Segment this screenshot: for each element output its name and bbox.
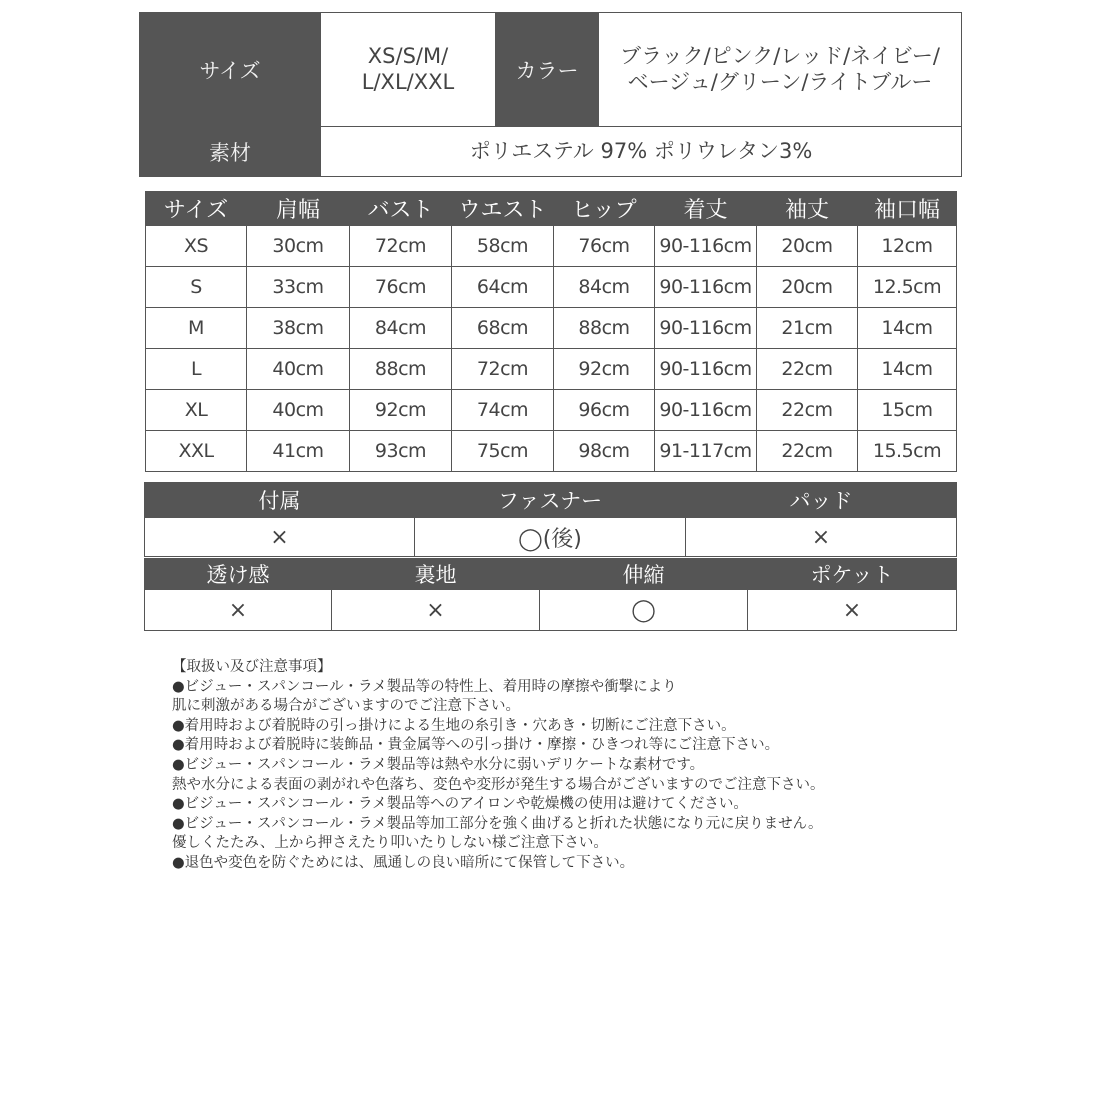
attribute-table-2: [144, 558, 957, 631]
table-cell: 90-116cm: [655, 390, 757, 431]
table-cell: 92cm: [554, 349, 655, 390]
table-cell: 12cm: [858, 226, 957, 267]
table-cell: 58cm: [452, 226, 554, 267]
table-cell: 76cm: [350, 267, 452, 308]
header-bust: バスト: [350, 192, 452, 226]
table-cell: 72cm: [350, 226, 452, 267]
table-row: [146, 267, 957, 308]
header-waist: ウエスト: [452, 192, 554, 226]
color-value-line1: ブラック/ピンク/レッド/ネイビー/: [620, 44, 940, 69]
accessories-label: 付属: [145, 483, 415, 518]
table-cell: 92cm: [350, 390, 452, 431]
table-cell: 12.5cm: [858, 267, 957, 308]
table-cell: 84cm: [350, 308, 452, 349]
stretch-value: ◯: [540, 590, 748, 631]
table-cell: 41cm: [247, 431, 350, 472]
table-cell: XS: [146, 226, 247, 267]
table-cell: 88cm: [554, 308, 655, 349]
table-cell: 64cm: [452, 267, 554, 308]
note-line: 熱や水分による表面の剥がれや色落ち、変色や変形が発生する場合がございますのでご注意下さい。: [172, 776, 825, 793]
table-cell: 74cm: [452, 390, 554, 431]
table-cell: 20cm: [757, 226, 858, 267]
table-cell: 30cm: [247, 226, 350, 267]
table-cell: 22cm: [757, 431, 858, 472]
table-cell: 90-116cm: [655, 267, 757, 308]
header-size: サイズ: [146, 192, 247, 226]
table-cell: 88cm: [350, 349, 452, 390]
note-line: ●ビジュー・スパンコール・ラメ製品等加工部分を強く曲げると折れた状態になり元に戻りません。: [172, 815, 823, 832]
header-cuff-width: 袖口幅: [858, 192, 957, 226]
table-cell: 14cm: [858, 308, 957, 349]
size-value-line2: L/XL/XXL: [361, 69, 455, 94]
color-label: カラー: [496, 13, 599, 127]
table-row: [146, 308, 957, 349]
table-cell: 90-116cm: [655, 226, 757, 267]
size-value-line1: XS/S/M/: [367, 44, 449, 69]
notes-title: 【取扱い及び注意事項】: [172, 659, 332, 675]
stretch-label: 伸縮: [540, 559, 748, 590]
size-label: サイズ: [140, 13, 321, 127]
table-cell: 91-117cm: [655, 431, 757, 472]
table-cell: 90-116cm: [655, 308, 757, 349]
table-cell: 38cm: [247, 308, 350, 349]
note-line: ●着用時および着脱時の引っ掛けによる生地の糸引き・穴あき・切断にご注意下さい。: [172, 717, 736, 734]
spec-table: [139, 12, 962, 177]
attribute-table-1: [144, 482, 957, 557]
table-cell: 84cm: [554, 267, 655, 308]
header-hip: ヒップ: [554, 192, 655, 226]
table-cell: M: [146, 308, 247, 349]
care-notes: [172, 658, 932, 874]
header-sleeve-length: 袖丈: [757, 192, 858, 226]
table-cell: 20cm: [757, 267, 858, 308]
lining-label: 裏地: [332, 559, 540, 590]
color-value: [599, 13, 962, 127]
table-cell: 15cm: [858, 390, 957, 431]
sheerness-value: ×: [145, 590, 332, 631]
note-line: ●退色や変色を防ぐためには、風通しの良い暗所にて保管して下さい。: [172, 854, 635, 871]
header-shoulder: 肩幅: [247, 192, 350, 226]
color-value-line2: ベージュ/グリーン/ライトブルー: [627, 69, 933, 94]
table-cell: 76cm: [554, 226, 655, 267]
table-cell: 40cm: [247, 390, 350, 431]
table-cell: 33cm: [247, 267, 350, 308]
table-cell: 93cm: [350, 431, 452, 472]
table-cell: 72cm: [452, 349, 554, 390]
note-line: ●ビジュー・スパンコール・ラメ製品等は熱や水分に弱いデリケートな素材です。: [172, 756, 705, 773]
table-cell: 90-116cm: [655, 349, 757, 390]
sheerness-label: 透け感: [145, 559, 332, 590]
table-cell: 21cm: [757, 308, 858, 349]
pad-value: ×: [686, 518, 957, 557]
table-row: [146, 226, 957, 267]
lining-value: ×: [332, 590, 540, 631]
table-cell: 15.5cm: [858, 431, 957, 472]
note-line: ●ビジュー・スパンコール・ラメ製品等の特性上、着用時の摩擦や衝撃により: [172, 678, 677, 695]
size-value: [321, 13, 496, 127]
zipper-value: ◯(後): [415, 518, 686, 557]
table-row: [146, 431, 957, 472]
table-cell: L: [146, 349, 247, 390]
table-cell: 22cm: [757, 349, 858, 390]
table-cell: 75cm: [452, 431, 554, 472]
table-cell: S: [146, 267, 247, 308]
note-line: 優しくたたみ、上から押さえたり叩いたりしない様ご注意下さい。: [172, 835, 608, 852]
accessories-value: ×: [145, 518, 415, 557]
size-table: [145, 191, 957, 472]
table-row: [146, 390, 957, 431]
table-cell: 40cm: [247, 349, 350, 390]
pad-label: パッド: [686, 483, 957, 518]
table-cell: XXL: [146, 431, 247, 472]
table-cell: 98cm: [554, 431, 655, 472]
table-row: [146, 349, 957, 390]
size-table-header: [146, 192, 957, 226]
note-line: 肌に刺激がある場合がございますのでご注意下さい。: [172, 698, 520, 715]
table-cell: 22cm: [757, 390, 858, 431]
table-cell: 68cm: [452, 308, 554, 349]
pocket-label: ポケット: [748, 559, 957, 590]
note-line: ●着用時および着脱時に装飾品・貴金属等への引っ掛け・摩擦・ひきつれ等にご注意下さい。: [172, 737, 780, 754]
zipper-label: ファスナー: [415, 483, 686, 518]
pocket-value: ×: [748, 590, 957, 631]
note-line: ●ビジュー・スパンコール・ラメ製品等へのアイロンや乾燥機の使用は避けてください。: [172, 796, 748, 813]
table-cell: 96cm: [554, 390, 655, 431]
table-cell: XL: [146, 390, 247, 431]
table-cell: 14cm: [858, 349, 957, 390]
material-value: ポリエステル 97% ポリウレタン3%: [321, 127, 962, 177]
header-length: 着丈: [655, 192, 757, 226]
material-label: 素材: [140, 127, 321, 177]
